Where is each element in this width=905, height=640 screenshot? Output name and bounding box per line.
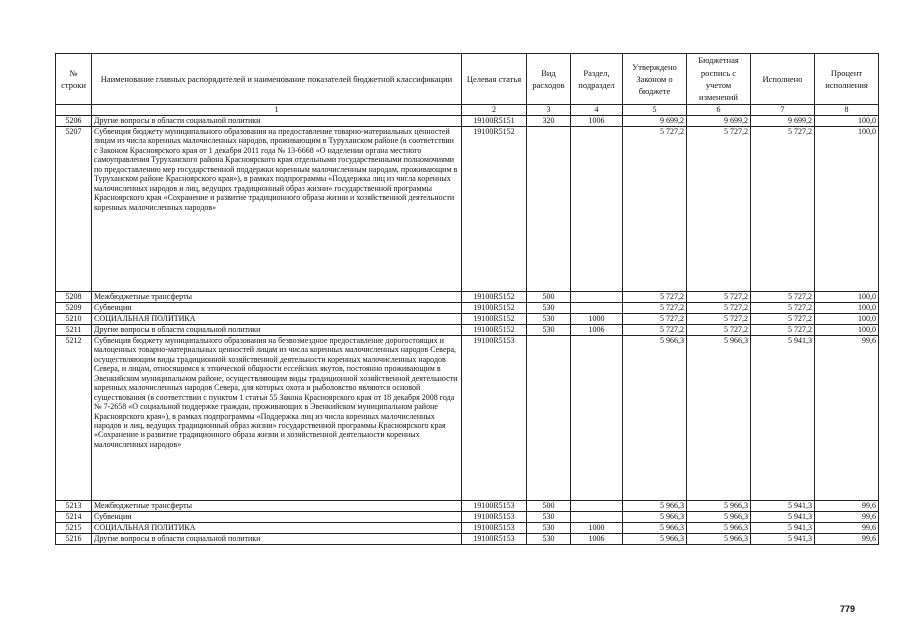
row-number-cell: 5211 — [56, 325, 92, 336]
column-number — [56, 105, 92, 116]
target-article-cell: 19100R5152 — [462, 303, 527, 314]
row-number-cell: 5216 — [56, 534, 92, 545]
section-cell — [571, 501, 623, 512]
percent-cell: 100,0 — [815, 292, 879, 303]
row-number-cell: 5212 — [56, 336, 92, 501]
budget-plan-cell: 5 966,3 — [687, 523, 751, 534]
target-article-cell: 19100R5153 — [462, 336, 527, 501]
column-number: 2 — [462, 105, 527, 116]
approved-cell: 5 727,2 — [623, 127, 687, 292]
header-budget-plan: Бюджетная роспись с учетом изменений — [687, 54, 751, 105]
section-cell: 1006 — [571, 116, 623, 127]
row-number-cell: 5209 — [56, 303, 92, 314]
column-number: 3 — [527, 105, 571, 116]
budget-plan-cell: 5 966,3 — [687, 512, 751, 523]
column-number: 5 — [623, 105, 687, 116]
percent-cell: 100,0 — [815, 303, 879, 314]
approved-cell: 5 727,2 — [623, 325, 687, 336]
row-number-cell: 5207 — [56, 127, 92, 292]
percent-cell: 99,6 — [815, 512, 879, 523]
executed-cell: 5 941,3 — [751, 512, 815, 523]
expense-type-cell: 530 — [527, 303, 571, 314]
header-percent: Процент исполнения — [815, 54, 879, 105]
expense-type-cell — [527, 127, 571, 292]
budget-plan-cell: 5 727,2 — [687, 292, 751, 303]
target-article-cell: 19100R5153 — [462, 501, 527, 512]
expense-type-cell — [527, 336, 571, 501]
expense-type-cell: 530 — [527, 523, 571, 534]
target-article-cell: 19100R5153 — [462, 523, 527, 534]
percent-cell: 99,6 — [815, 523, 879, 534]
table-row — [56, 127, 879, 292]
budget-plan-cell: 5 727,2 — [687, 314, 751, 325]
header-section: Раздел, подраздел — [571, 54, 623, 105]
approved-cell: 5 727,2 — [623, 314, 687, 325]
approved-cell: 5 966,3 — [623, 523, 687, 534]
approved-cell: 5 966,3 — [623, 501, 687, 512]
expense-type-cell: 530 — [527, 314, 571, 325]
budget-plan-cell: 9 699,2 — [687, 116, 751, 127]
target-article-cell: 19100R5152 — [462, 314, 527, 325]
target-article-cell: 19100R5151 — [462, 116, 527, 127]
column-number: 8 — [815, 105, 879, 116]
section-cell: 1006 — [571, 534, 623, 545]
section-cell: 1006 — [571, 325, 623, 336]
header-executed: Исполнено — [751, 54, 815, 105]
executed-cell: 5 727,2 — [751, 314, 815, 325]
header-expense-type: Вид расходов — [527, 54, 571, 105]
executed-cell: 9 699,2 — [751, 116, 815, 127]
table-row — [56, 523, 879, 534]
name-cell: Субвенция бюджету муниципального образования на безвозмездное предоставление дорогостоящих и малоценных товарно-материальных ценностей лицам из числа коренных малочисленных народов Севера, осуществляющим виды традиционной хозяйственной деятельности коренных малочисленных народов Севера, и лицам, относящимся к этнической общности ессейских якутов, постоянно проживающим в Эвенкийском муниципальном районе, осуществляющим виды традиционной хозяйственной деятельности коренных малочисленных народов Севера, для которых охота и рыболовство являются основой существования (в соответствии с пунктом 1 статьи 55 Закона Красноярского края от 18 декабря 2008 года № 7-2658 «О социальной поддержке граждан, проживающих в Эвенкийском муниципальном районе Красноярского края»), в рамках подпрограммы «Поддержка лиц из числа коренных малочисленных народов и лиц, ведущих традиционный образ жизни» государственной программы Красноярского края «Сохранение и развитие традиционного образа жизни и хозяйственной деятельности коренных малочисленных народов» — [92, 336, 462, 501]
approved-cell: 5 966,3 — [623, 336, 687, 501]
expense-type-cell: 500 — [527, 292, 571, 303]
table-row — [56, 292, 879, 303]
approved-cell: 5 966,3 — [623, 512, 687, 523]
expense-type-cell: 530 — [527, 534, 571, 545]
name-cell: СОЦИАЛЬНАЯ ПОЛИТИКА — [92, 523, 462, 534]
executed-cell: 5 727,2 — [751, 292, 815, 303]
table-row — [56, 303, 879, 314]
expense-type-cell: 500 — [527, 501, 571, 512]
name-cell: Субвенции — [92, 512, 462, 523]
executed-cell: 5 727,2 — [751, 325, 815, 336]
percent-cell: 100,0 — [815, 314, 879, 325]
table-row — [56, 534, 879, 545]
target-article-cell: 19100R5152 — [462, 292, 527, 303]
table-row — [56, 512, 879, 523]
column-number-row — [56, 105, 879, 116]
executed-cell: 5 941,3 — [751, 523, 815, 534]
section-cell — [571, 303, 623, 314]
approved-cell: 9 699,2 — [623, 116, 687, 127]
row-number-cell: 5206 — [56, 116, 92, 127]
budget-plan-cell: 5 966,3 — [687, 501, 751, 512]
target-article-cell: 19100R5152 — [462, 325, 527, 336]
approved-cell: 5 966,3 — [623, 534, 687, 545]
budget-table — [55, 53, 879, 545]
column-number: 7 — [751, 105, 815, 116]
name-cell: Другие вопросы в области социальной политики — [92, 325, 462, 336]
name-cell: СОЦИАЛЬНАЯ ПОЛИТИКА — [92, 314, 462, 325]
header-approved: Утверждено Законом о бюджете — [623, 54, 687, 105]
target-article-cell: 19100R5153 — [462, 512, 527, 523]
budget-plan-cell: 5 727,2 — [687, 325, 751, 336]
column-number: 1 — [92, 105, 462, 116]
name-cell: Субвенция бюджету муниципального образования на предоставление товарно-материальных ценностей лицам из числа коренных малочисленных народов, проживающим в Туруханском районе (в соответствии с Законом Красноярского края от 1 декабря 2011 года № 13-6668 «О наделении органа местного самоуправления Туруханского района Красноярского края отдельными государственными полномочиями по предоставлению мер государственной поддержки коренным малочисленным народам, проживающим в Туруханском районе Красноярского края»), в рамках подпрограммы «Поддержка лиц из числа коренных малочисленных народов и лиц, ведущих традиционный образ жизни» государственной программы Красноярского края «Сохранение и развитие традиционного образа жизни и хозяйственной деятельности коренных малочисленных народов» — [92, 127, 462, 292]
percent-cell: 100,0 — [815, 116, 879, 127]
header-row-number: № строки — [56, 54, 92, 105]
row-number-cell: 5208 — [56, 292, 92, 303]
approved-cell: 5 727,2 — [623, 292, 687, 303]
executed-cell: 5 727,2 — [751, 127, 815, 292]
budget-plan-cell: 5 727,2 — [687, 303, 751, 314]
percent-cell: 100,0 — [815, 325, 879, 336]
executed-cell: 5 941,3 — [751, 336, 815, 501]
table-row — [56, 336, 879, 501]
name-cell: Другие вопросы в области социальной политики — [92, 116, 462, 127]
column-number: 4 — [571, 105, 623, 116]
row-number-cell: 5210 — [56, 314, 92, 325]
target-article-cell: 19100R5153 — [462, 534, 527, 545]
section-cell — [571, 512, 623, 523]
row-number-cell: 5215 — [56, 523, 92, 534]
header-name: Наименование главных распорядителей и наименование показателей бюджетной классификации — [92, 54, 462, 105]
document-sheet — [55, 53, 878, 545]
expense-type-cell: 530 — [527, 325, 571, 336]
budget-plan-cell: 5 966,3 — [687, 336, 751, 501]
name-cell: Другие вопросы в области социальной политики — [92, 534, 462, 545]
table-row — [56, 116, 879, 127]
budget-plan-cell: 5 727,2 — [687, 127, 751, 292]
section-cell — [571, 127, 623, 292]
name-cell: Субвенции — [92, 303, 462, 314]
column-number: 6 — [687, 105, 751, 116]
executed-cell: 5 941,3 — [751, 501, 815, 512]
name-cell: Межбюджетные трансферты — [92, 501, 462, 512]
percent-cell: 99,6 — [815, 336, 879, 501]
table-header-row — [56, 54, 879, 105]
row-number-cell: 5213 — [56, 501, 92, 512]
table-row — [56, 314, 879, 325]
page-number: 779 — [840, 604, 856, 614]
approved-cell: 5 727,2 — [623, 303, 687, 314]
expense-type-cell: 320 — [527, 116, 571, 127]
expense-type-cell: 530 — [527, 512, 571, 523]
row-number-cell: 5214 — [56, 512, 92, 523]
table-row — [56, 325, 879, 336]
table-row — [56, 501, 879, 512]
section-cell: 1000 — [571, 523, 623, 534]
section-cell: 1000 — [571, 314, 623, 325]
budget-plan-cell: 5 966,3 — [687, 534, 751, 545]
percent-cell: 100,0 — [815, 127, 879, 292]
name-cell: Межбюджетные трансферты — [92, 292, 462, 303]
executed-cell: 5 727,2 — [751, 303, 815, 314]
target-article-cell: 19100R5152 — [462, 127, 527, 292]
section-cell — [571, 292, 623, 303]
header-target-article: Целевая статья — [462, 54, 527, 105]
percent-cell: 99,6 — [815, 534, 879, 545]
percent-cell: 99,6 — [815, 501, 879, 512]
section-cell — [571, 336, 623, 501]
executed-cell: 5 941,3 — [751, 534, 815, 545]
